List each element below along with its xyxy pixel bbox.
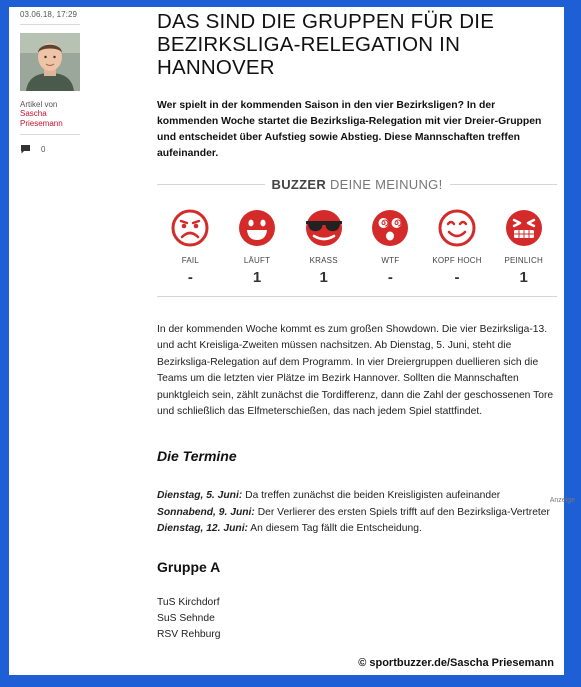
reaction-count: 1 [252, 269, 262, 286]
sad-face-icon [171, 209, 209, 247]
reaction-krass[interactable] [290, 209, 357, 286]
comments-link[interactable] [20, 144, 90, 154]
reaction-bar [157, 209, 557, 286]
termin-text: Da treffen zunächst die beiden Kreisligisten aufeinander [242, 490, 501, 502]
buzzer-brand: BUZZER [271, 176, 327, 192]
reaction-kopf-hoch[interactable] [424, 209, 491, 286]
divider [20, 24, 80, 25]
comment-bubble-icon [20, 144, 31, 154]
reaction-peinlich[interactable] [490, 209, 557, 286]
termin-text: An diesem Tag fällt die Entscheidung. [247, 523, 422, 535]
reaction-label: KOPF HOCH [432, 256, 482, 265]
termin-day: Dienstag, 12. Juni: [157, 523, 248, 535]
article-lead: Wer spielt in der kommenden Saison in den vier Bezirksligen? In der kommenden Woche startet die Bezirksliga-Relegation mit vier Dreier-Gruppen und entscheidet über Aufstieg sowie Abstieg. Diese Mannschaften treffen aufeinander. [157, 100, 542, 159]
group-heading: Gruppe A [157, 558, 221, 575]
reaction-count: - [454, 269, 460, 286]
smile-face-icon [438, 209, 476, 247]
article-sidebar [20, 10, 90, 154]
team-list [157, 595, 557, 644]
divider [157, 296, 557, 297]
photo-credit: © sportbuzzer.de/Sascha Priesemann [358, 657, 554, 669]
reaction-label: FAIL [181, 256, 199, 265]
ad-label: Anzeige [549, 497, 575, 505]
sunglasses-face-icon [304, 209, 344, 247]
reaction-label: PEINLICH [504, 256, 543, 265]
author-photo [20, 33, 80, 91]
divider [450, 184, 558, 185]
reaction-count: - [187, 269, 193, 286]
team-item: RSV Rehburg [157, 629, 221, 641]
team-item: SuS Sehnde [157, 613, 215, 625]
termin-item [157, 488, 557, 504]
termine-heading: Die Termine [157, 448, 237, 465]
reaction-label: LÄUFT [243, 256, 271, 265]
reaction-wtf[interactable] [357, 209, 424, 286]
squint-face-icon [505, 209, 543, 247]
reaction-count: - [387, 269, 393, 286]
publish-date: 03.06.18, 17:29 [20, 10, 78, 19]
termine-list [157, 488, 575, 537]
buzzer-title [265, 177, 450, 192]
author-first-name: Sascha [20, 109, 47, 118]
divider [20, 134, 80, 135]
reaction-fail[interactable] [157, 209, 224, 286]
byline-label: Artikel von [20, 100, 58, 109]
termin-item [157, 521, 557, 537]
article-body: In der kommenden Woche kommt es zum großen Showdown. Die vier Bezirksliga-13. und acht Kreisliga-Zweiten müssen nachsitzen. Ab Dienstag, 5. Juni, steht die Bezirksliga-Relegation auf dem Programm. In vier Dreiergruppen duellieren sich die Teams um die letzten vier Plätze im Bezirk Hannover. Sollten die Mannschaften punktgleich sein, zählt zunächst die Tordifferenz, dann die Zahl der geschossenen Tore und schließlich das Elfmeterschießen, das nach jedem Spiel stattfindet. [157, 324, 554, 418]
termin-day: Sonnabend, 9. Juni: [157, 506, 255, 518]
buzzer-header [157, 176, 557, 192]
reaction-count: 1 [519, 269, 528, 286]
author-name-link[interactable] [20, 109, 90, 129]
buzzer-title-rest: DEINE MEINUNG! [326, 176, 443, 192]
team-item: TuS Kirchdorf [157, 596, 220, 608]
article-main [157, 10, 575, 644]
termin-item [157, 505, 557, 521]
termin-day: Dienstag, 5. Juni: [157, 490, 243, 502]
author-last-name: Priesemann [20, 119, 63, 128]
reaction-laeuft[interactable] [224, 209, 291, 286]
reaction-count: 1 [319, 269, 328, 286]
comment-count: 0 [41, 144, 46, 154]
reaction-label: WTF [381, 256, 400, 265]
author-avatar[interactable] [20, 33, 80, 91]
grin-face-icon [238, 209, 276, 247]
dizzy-face-icon [371, 209, 409, 247]
article-page [9, 7, 575, 675]
termin-text: Der Verlierer des ersten Spiels trifft auf den Bezirksliga-Vertreter [254, 506, 550, 518]
article-headline: DAS SIND DIE GRUPPEN FÜR DIE BEZIRKSLIGA-RELEGATION IN HANNOVER [157, 10, 495, 79]
divider [157, 184, 265, 185]
reaction-label: KRASS [309, 256, 338, 265]
